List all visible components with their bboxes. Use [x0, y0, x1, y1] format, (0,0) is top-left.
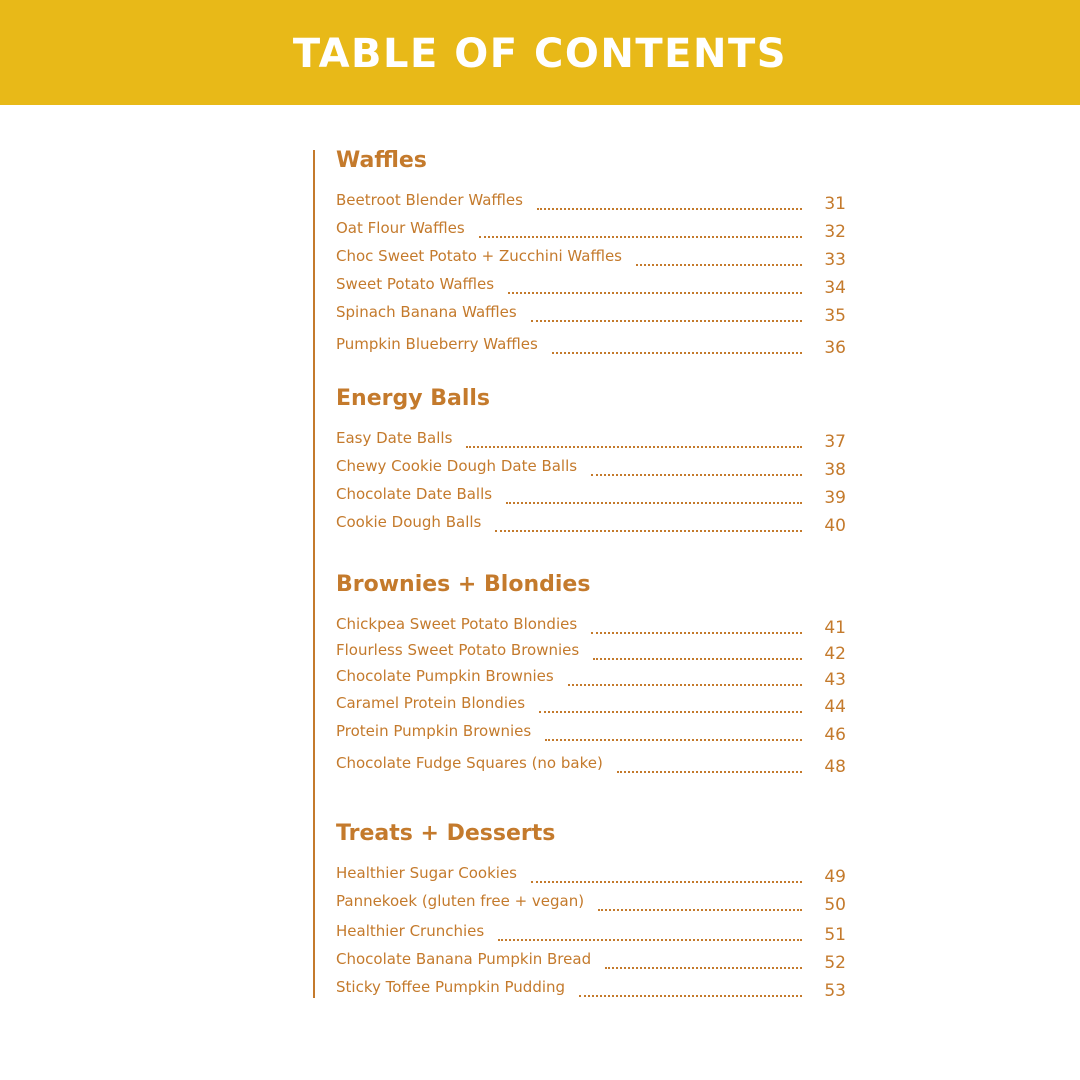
dot-leader — [531, 881, 802, 883]
entry-title: Chewy Cookie Dough Date Balls — [336, 457, 578, 475]
dot-leader — [545, 739, 802, 741]
toc-entry[interactable] — [336, 454, 846, 482]
toc-entry[interactable] — [336, 917, 846, 947]
entry-title: Easy Date Balls — [336, 429, 453, 447]
entry-page-number: 53 — [824, 981, 846, 1001]
entry-page-number: 50 — [824, 895, 846, 915]
dot-leader — [593, 658, 802, 660]
entry-page-number: 39 — [824, 488, 846, 508]
entry-title: Chocolate Date Balls — [336, 485, 493, 503]
section-title: Treats + Desserts — [336, 821, 556, 846]
section-title: Energy Balls — [336, 386, 490, 411]
entry-page-number: 38 — [824, 460, 846, 480]
toc-entry[interactable] — [336, 975, 846, 1003]
dot-leader — [552, 352, 802, 354]
entry-title: Chocolate Banana Pumpkin Bread — [336, 950, 592, 968]
page-title: TABLE OF CONTENTS — [292, 30, 788, 77]
entry-page-number: 32 — [824, 222, 846, 242]
dot-leader — [508, 292, 802, 294]
toc-entry[interactable] — [336, 889, 846, 917]
dot-leader — [506, 502, 802, 504]
toc-entry[interactable] — [336, 426, 846, 454]
toc-entry[interactable] — [336, 216, 846, 244]
toc-entry[interactable] — [336, 300, 846, 328]
dot-leader — [466, 446, 802, 448]
header-banner — [0, 0, 1080, 105]
toc-entry[interactable] — [336, 482, 846, 510]
toc-entry[interactable] — [336, 188, 846, 216]
dot-leader — [479, 236, 802, 238]
dot-leader — [568, 684, 802, 686]
dot-leader — [636, 264, 802, 266]
entry-page-number: 33 — [824, 250, 846, 270]
toc-section-waffles — [336, 148, 846, 360]
entry-page-number: 35 — [824, 306, 846, 326]
entry-page-number: 46 — [824, 725, 846, 745]
entry-title: Beetroot Blender Waffles — [336, 191, 523, 209]
dot-leader — [495, 530, 802, 532]
section-title: Waffles — [336, 148, 427, 173]
dot-leader — [537, 208, 802, 210]
toc-entry[interactable] — [336, 666, 846, 692]
dot-leader — [531, 320, 802, 322]
dot-leader — [591, 474, 802, 476]
toc-entry[interactable] — [336, 692, 846, 719]
entry-title: Healthier Crunchies — [336, 922, 485, 940]
toc-entry[interactable] — [336, 747, 846, 779]
entry-page-number: 49 — [824, 867, 846, 887]
entry-page-number: 42 — [824, 644, 846, 664]
entry-page-number: 31 — [824, 194, 846, 214]
entry-page-number: 34 — [824, 278, 846, 298]
entry-title: Flourless Sweet Potato Brownies — [336, 641, 580, 659]
entry-title: Oat Flour Waffles — [336, 219, 465, 237]
section-title: Brownies + Blondies — [336, 572, 591, 597]
entry-page-number: 37 — [824, 432, 846, 452]
entry-list — [336, 188, 846, 360]
toc-entry[interactable] — [336, 244, 846, 272]
toc-entry[interactable] — [336, 719, 846, 747]
entry-page-number: 51 — [824, 925, 846, 945]
toc-entry[interactable] — [336, 612, 846, 640]
dot-leader — [579, 995, 802, 997]
entry-page-number: 43 — [824, 670, 846, 690]
entry-list — [336, 612, 846, 779]
entry-page-number: 52 — [824, 953, 846, 973]
dot-leader — [498, 939, 802, 941]
toc-entry[interactable] — [336, 272, 846, 300]
entry-title: Sweet Potato Waffles — [336, 275, 495, 293]
toc-entry[interactable] — [336, 861, 846, 889]
entry-title: Chickpea Sweet Potato Blondies — [336, 615, 578, 633]
entry-page-number: 44 — [824, 697, 846, 717]
toc-section-brownies-blondies — [336, 572, 846, 779]
dot-leader — [591, 632, 802, 634]
entry-list — [336, 426, 846, 538]
entry-title: Healthier Sugar Cookies — [336, 864, 517, 882]
entry-page-number: 36 — [824, 338, 846, 358]
dot-leader — [605, 967, 802, 969]
entry-page-number: 48 — [824, 757, 846, 777]
entry-title: Pumpkin Blueberry Waffles — [336, 335, 538, 353]
entry-title: Sticky Toffee Pumpkin Pudding — [336, 978, 566, 996]
entry-title: Chocolate Fudge Squares (no bake) — [336, 754, 603, 772]
entry-title: Spinach Banana Waffles — [336, 303, 517, 321]
entry-page-number: 40 — [824, 516, 846, 536]
dot-leader — [598, 909, 802, 911]
entry-title: Chocolate Pumpkin Brownies — [336, 667, 554, 685]
toc-section-treats-desserts — [336, 821, 846, 1003]
entry-title: Protein Pumpkin Brownies — [336, 722, 532, 740]
toc-section-energy-balls — [336, 386, 846, 538]
entry-title: Caramel Protein Blondies — [336, 694, 526, 712]
toc-entry[interactable] — [336, 640, 846, 666]
toc-entry[interactable] — [336, 328, 846, 360]
entry-list — [336, 861, 846, 1003]
vertical-divider — [313, 150, 315, 998]
toc-entry[interactable] — [336, 510, 846, 538]
entry-page-number: 41 — [824, 618, 846, 638]
toc-entry[interactable] — [336, 947, 846, 975]
dot-leader — [539, 711, 802, 713]
entry-title: Choc Sweet Potato + Zucchini Waffles — [336, 247, 622, 265]
entry-title: Pannekoek (gluten free + vegan) — [336, 892, 585, 910]
entry-title: Cookie Dough Balls — [336, 513, 482, 531]
dot-leader — [617, 771, 802, 773]
